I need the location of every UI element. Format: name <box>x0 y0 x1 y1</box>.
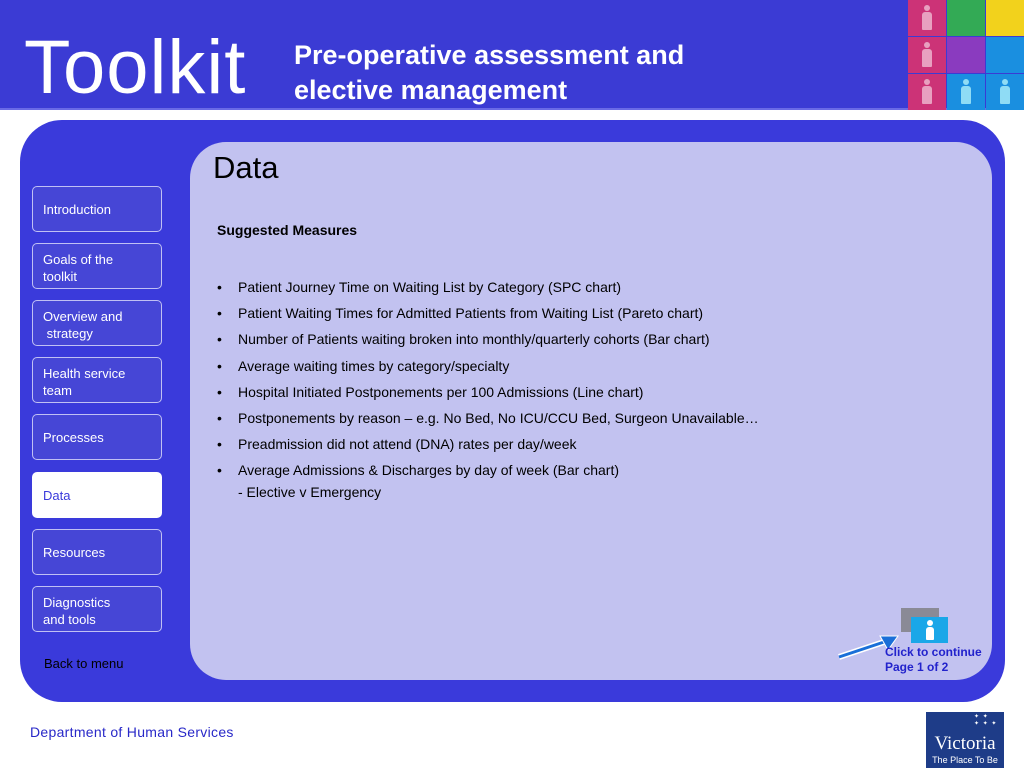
brand-tile <box>986 74 1024 110</box>
sidebar-item-label-line-1: Resources <box>43 544 106 560</box>
sidebar-item-label <box>43 544 105 561</box>
measure-item: • Postponements by reason – e.g. No Bed, No ICU/CCU Bed, Surgeon Unavailable… <box>217 405 759 431</box>
sidebar-item-label-line-2: team <box>43 383 72 398</box>
sidebar-item-diagnostics[interactable] <box>32 586 162 632</box>
sidebar-item-label-line-1: Overview and <box>43 309 123 324</box>
sidebar-item-label <box>43 251 113 285</box>
continue-label: Click to continue <box>885 645 982 659</box>
measure-item: • Average waiting times by category/specialty <box>217 353 759 379</box>
toolkit-title: Toolkit <box>24 25 247 110</box>
sidebar-item-label-line-1: Goals of the <box>43 252 114 267</box>
measure-item: • Number of Patients waiting broken into monthly/quarterly cohorts (Bar chart) <box>217 326 759 352</box>
sidebar-item-overview[interactable] <box>32 300 162 346</box>
sidebar-item-health[interactable] <box>32 357 162 403</box>
sidebar-item-label-line-2: strategy <box>43 326 93 341</box>
sidebar-item-label-line-2: toolkit <box>43 269 77 284</box>
brand-tile <box>986 0 1024 36</box>
continue-button[interactable] <box>885 645 982 675</box>
logo-word: Victoria <box>934 733 996 754</box>
sidebar-item-label <box>43 201 111 218</box>
brand-tile <box>947 74 985 110</box>
sidebar-item-label <box>43 487 70 504</box>
measure-item: • Patient Journey Time on Waiting List by Category (SPC chart) <box>217 274 759 300</box>
measure-sub-item: - Elective v Emergency <box>238 484 382 500</box>
sidebar-item-label-line-2: and tools <box>43 612 96 627</box>
brand-tile <box>986 37 1024 73</box>
person-icon <box>922 79 932 105</box>
logo-tagline: The Place To Be <box>932 755 998 765</box>
brand-tile <box>908 0 946 36</box>
person-icon <box>922 5 932 31</box>
brand-tile <box>947 0 985 36</box>
sidebar-item-label-line-1: Data <box>43 487 71 503</box>
brand-tile <box>947 37 985 73</box>
continue-icon[interactable] <box>901 608 949 644</box>
sidebar-item-resources[interactable] <box>32 529 162 575</box>
sidebar-item-label <box>43 308 122 342</box>
person-icon <box>922 42 932 68</box>
toolkit-subtitle <box>294 38 814 108</box>
person-icon <box>926 620 934 640</box>
back-to-menu-link[interactable]: Back to menu <box>44 656 124 671</box>
subtitle-line-1: Pre-operative assessment and <box>294 40 685 70</box>
sidebar-item-label <box>43 594 110 628</box>
sidebar-item-label-line-1: Introduction <box>43 201 111 217</box>
measure-item: • Patient Waiting Times for Admitted Patients from Waiting List (Pareto chart) <box>217 300 759 326</box>
subtitle-line-2: elective management <box>294 75 568 105</box>
sidebar-item-data[interactable] <box>32 472 162 518</box>
brand-tile <box>908 74 946 110</box>
victoria-logo <box>926 712 1004 768</box>
person-icon <box>961 79 971 105</box>
header-banner <box>0 0 1024 110</box>
page-title: Data <box>213 150 279 185</box>
sidebar-item-goals[interactable] <box>32 243 162 289</box>
page-indicator: Page 1 of 2 <box>885 660 949 674</box>
measure-item: • Preadmission did not attend (DNA) rates per day/week <box>217 431 759 457</box>
section-heading: Suggested Measures <box>217 222 358 238</box>
person-icon <box>1000 79 1010 105</box>
sidebar-item-label-line-1: Health service <box>43 366 126 381</box>
sidebar-item-label-line-1: Processes <box>43 429 104 445</box>
department-name: Department of Human Services <box>30 724 234 740</box>
measure-item: • Average Admissions & Discharges by day of week (Bar chart) <box>217 457 759 483</box>
sidebar-item-label <box>43 365 125 399</box>
stars-icon: ✦ ✦ ✦ ✦ ✦ <box>974 714 998 727</box>
brand-tiles <box>908 0 1024 110</box>
sidebar-item-label <box>43 429 104 446</box>
sidebar-item-processes[interactable] <box>32 414 162 460</box>
measure-item: • Hospital Initiated Postponements per 100 Admissions (Line chart) <box>217 379 759 405</box>
measures-list <box>217 274 759 484</box>
sidebar-item-label-line-1: Diagnostics <box>43 595 111 610</box>
brand-tile <box>908 37 946 73</box>
sidebar-item-introduction[interactable] <box>32 186 162 232</box>
